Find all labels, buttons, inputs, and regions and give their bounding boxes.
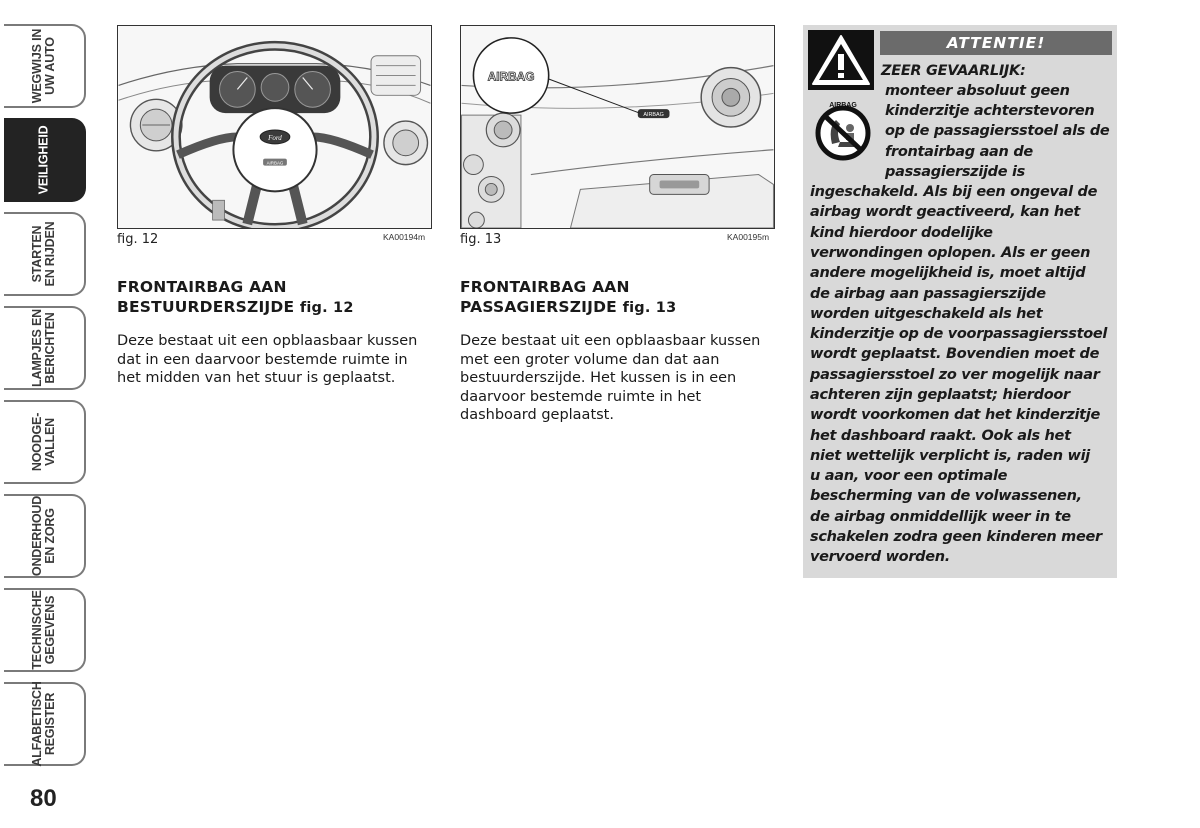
warning-line: andere mogelijkheid is, moet altijd [810,265,1086,281]
svg-text:AIRBAG: AIRBAG [829,102,857,109]
figure-reference: fig. 13 [622,300,677,316]
tab-starten-en-rijden[interactable] [4,212,86,296]
warning-line: bescherming van de volwassenen, [810,488,1082,504]
tab-label: ALFABETISCH REGISTER [30,681,57,767]
warning-line: ZEER GEVAARLIJK: [881,63,1026,79]
figure-13-caption: fig. 13 [460,232,502,247]
body-line: dat in een daarvoor bestemde ruimte in [117,351,408,368]
body-line: bestuurderszijde. Het kussen is in een [460,370,737,386]
section-body-driver-airbag [117,332,437,388]
section-title-passenger-airbag [460,277,676,318]
body-line: Deze bestaat uit een opblaasbaar kussen [460,333,761,349]
figure-12-code: KA00194m [383,232,426,242]
section-body-passenger-airbag [460,332,780,425]
tab-technische-gegevens[interactable] [4,588,86,672]
warning-line: worden uitgeschakeld als het [810,306,1043,322]
svg-text:AIRBAG: AIRBAG [266,160,284,166]
figure-12-caption: fig. 12 [117,232,159,247]
warning-triangle-icon [808,30,874,90]
section-title-line: FRONTAIRBAG AAN [117,278,287,296]
section-title-line: PASSAGIERSZIJDE [460,298,617,316]
tab-alfabetisch-register[interactable] [4,682,86,766]
body-line: het midden van het stuur is geplaatst. [117,370,396,386]
tab-label: NOODGE- VALLEN [30,412,57,472]
body-line: dashboard geplaatst. [460,407,614,423]
warning-line: kinderzitje achterstevoren [885,103,1095,119]
warning-line: het dashboard raakt. Ook als het [810,428,1071,444]
body-line: met een groter volume dan dat aan [460,351,720,368]
tab-label: VEILIGHEID [36,125,51,195]
chapter-tabs [0,0,90,828]
body-line: Deze bestaat uit een opblaasbaar kussen [117,333,418,349]
warning-line: kind hierdoor dodelijke [810,225,993,241]
warning-line: schakelen zodra geen kinderen meer [810,529,1102,545]
tab-noodgevallen[interactable] [4,400,86,484]
no-rear-facing-child-seat-airbag-icon [810,98,876,164]
tab-lampjes-en-berichten[interactable] [4,306,86,390]
warning-line: niet wettelijk verplicht is, raden wij [810,448,1090,464]
figure-12-steering-wheel [117,25,432,229]
tab-onderhoud-en-zorg[interactable] [4,494,86,578]
figure-13-code: KA00195m [727,232,770,242]
section-title-driver-airbag [117,277,354,318]
tab-wegwijs-in-uw-auto[interactable] [4,24,86,108]
warning-line: monteer absoluut geen [885,83,1070,99]
tab-label: ONDERHOUD EN ZORG [30,495,57,577]
figure-reference: fig. 12 [299,300,354,316]
warning-line: passagiersstoel zo ver mogelijk naar [810,367,1100,383]
warning-line: passagierszijde is [885,164,1026,180]
dashboard-passenger-airbag-illustration [461,26,774,228]
tab-veiligheid[interactable] [4,118,86,202]
warning-line: airbag wordt geactiveerd, kan het [810,204,1081,220]
warning-line: op de passagiersstoel als de [885,123,1110,139]
warning-line: de airbag aan passagierszijde [810,286,1046,302]
tab-label: LAMPJES EN BERICHTEN [30,309,57,387]
svg-text:AIRBAG: AIRBAG [487,69,535,84]
warning-line: kinderzitje op de voorpassagiersstoel [810,326,1108,342]
body-line: daarvoor bestemde ruimte in het [460,388,702,405]
tab-label: STARTEN EN RIJDEN [30,221,57,287]
svg-text:Ford: Ford [268,134,282,142]
figure-13-passenger-dashboard [460,25,775,229]
warning-line: ingeschakeld. Als bij een ongeval de [810,184,1098,200]
warning-line: verwondingen oplopen. Als er geen [810,245,1091,261]
warning-line: achteren zijn geplaatst; hierdoor [810,387,1070,403]
warning-line: wordt geplaatst. Bovendien moet de [810,346,1100,362]
tab-label: WEGWIJS IN UW AUTO [30,28,57,104]
tab-label: TECHNISCHE GEGEVENS [30,590,57,670]
warning-header: ATTENTIE! [880,31,1112,55]
warning-line: vervoerd worden. [810,549,951,565]
steering-wheel-airbag-illustration [118,26,431,228]
warning-line: wordt voorkomen dat het kinderzitje [810,407,1101,423]
warning-line: frontairbag aan de [885,144,1033,160]
svg-text:AIRBAG: AIRBAG [643,112,664,119]
warning-line: u aan, voor een optimale [810,468,1008,484]
warning-line: de airbag onmiddellijk weer in te [810,509,1071,525]
section-title-line: FRONTAIRBAG AAN [460,278,630,296]
page-number: 80 [30,785,57,812]
section-title-line: BESTUURDERSZIJDE [117,298,295,316]
